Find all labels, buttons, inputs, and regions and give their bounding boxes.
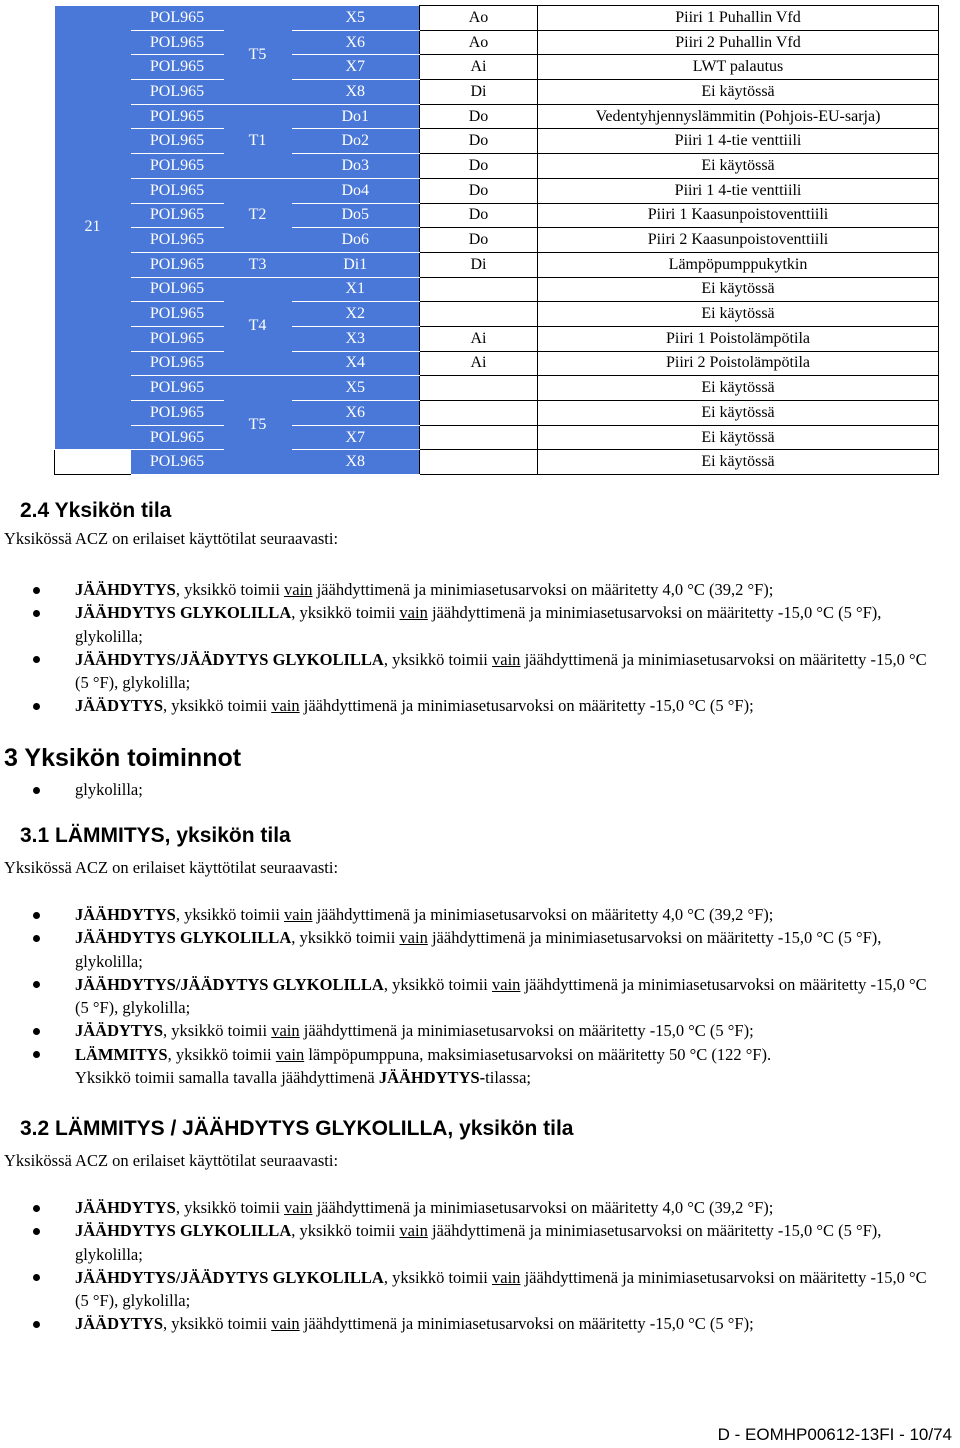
type-cell: Ao <box>420 6 538 31</box>
mode-text: jäähdyttimenä ja minimiasetusarvoksi on määritetty -15,0 °C (5 °F), glykolilla; <box>75 1221 882 1264</box>
group-number-cell <box>55 6 131 450</box>
desc-cell: Ei käytössä <box>538 80 939 105</box>
mode-term: JÄÄHDYTYS <box>75 905 176 924</box>
mode-emphasis: vain <box>492 649 521 669</box>
io-cell: X8 <box>292 450 420 475</box>
pol-cell: POL965 <box>131 302 224 327</box>
table-row <box>55 302 939 327</box>
table-row <box>55 425 939 450</box>
bullet-icon <box>33 1321 40 1328</box>
mode-term: LÄMMITYS <box>75 1044 168 1064</box>
desc-cell: Ei käytössä <box>538 277 939 302</box>
io-table <box>54 5 939 475</box>
mode-list-item <box>0 1196 940 1219</box>
mode-term: JÄÄHDYTYS- <box>378 1068 486 1088</box>
type-cell: Di <box>420 80 538 105</box>
type-cell <box>420 302 538 327</box>
type-cell: Do <box>420 104 538 129</box>
mode-text: jäähdyttimenä ja minimiasetusarvoksi on määritetty -15,0 °C (5 °F), glykolilla; <box>75 603 882 646</box>
mode-emphasis: vain <box>492 974 521 994</box>
table-row <box>55 154 939 179</box>
io-cell: Do1 <box>292 104 420 129</box>
mode-text: jäähdyttimenä ja minimiasetusarvoksi on määritetty -15,0 °C (5 °F); <box>299 1314 754 1334</box>
table-row <box>55 55 939 80</box>
bullet-icon <box>33 787 40 794</box>
table-row <box>55 80 939 105</box>
mode-list-item <box>0 1043 940 1090</box>
bullet-icon <box>33 1028 40 1035</box>
mode-term: JÄÄHDYTYS/JÄÄDYTYS GLYKOLILLA <box>75 649 384 669</box>
mode-text: , yksikkö toimii <box>383 649 493 669</box>
pol-cell: POL965 <box>131 425 224 450</box>
mode-text: glykolilla; <box>75 780 143 799</box>
type-cell <box>420 425 538 450</box>
mode-emphasis: vain <box>271 1314 300 1334</box>
mode-text: jäähdyttimenä ja minimiasetusarvoksi on määritetty -15,0 °C (5 °F), glykolilla; <box>75 649 927 693</box>
section-intro-2-4: Yksikössä ACZ on erilaiset käyttötilat seuraavasti: <box>4 529 339 548</box>
type-cell <box>420 277 538 302</box>
bullet-icon <box>33 703 40 710</box>
section-intro-3-2: Yksikössä ACZ on erilaiset käyttötilat seuraavasti: <box>4 1151 339 1170</box>
io-cell: Do5 <box>292 203 420 228</box>
bullet-icon <box>33 1051 40 1058</box>
terminal-cell: T1 <box>224 104 292 178</box>
table-row <box>55 228 939 253</box>
mode-term: JÄÄHDYTYS GLYKOLILLA <box>75 928 292 948</box>
table-row <box>55 450 939 475</box>
section-heading-3-1: 3.1 LÄMMITYS, yksikön tila <box>20 824 291 847</box>
mode-term: JÄÄHDYTYS/JÄÄDYTYS GLYKOLILLA <box>75 974 384 994</box>
mode-emphasis: vain <box>284 905 313 924</box>
mode-list-item <box>0 973 940 1020</box>
bullet-icon <box>33 610 40 617</box>
pol-cell: POL965 <box>131 178 224 203</box>
terminal-cell: T5 <box>224 6 292 105</box>
mode-text: jäähdyttimenä ja minimiasetusarvoksi on määritetty 4,0 °C (39,2 °F); <box>312 580 774 599</box>
mode-text: jäähdyttimenä ja minimiasetusarvoksi on määritetty -15,0 °C (5 °F), glykolilla; <box>75 928 882 971</box>
bullet-icon <box>33 1205 40 1212</box>
io-cell: X2 <box>292 302 420 327</box>
mode-text: , yksikkö toimii <box>383 974 493 994</box>
mode-text: jäähdyttimenä ja minimiasetusarvoksi on määritetty 4,0 °C (39,2 °F); <box>312 1198 774 1217</box>
type-cell: Ai <box>420 55 538 80</box>
table-row <box>55 351 939 376</box>
io-cell: X4 <box>292 351 420 376</box>
type-cell <box>420 401 538 426</box>
type-cell: Do <box>420 178 538 203</box>
pol-cell: POL965 <box>131 129 224 154</box>
io-cell: Do4 <box>292 178 420 203</box>
io-cell: Do2 <box>292 129 420 154</box>
type-cell: Ai <box>420 326 538 351</box>
type-cell: Ai <box>420 351 538 376</box>
mode-emphasis: vain <box>284 1198 313 1217</box>
type-cell <box>420 450 538 475</box>
mode-term: JÄÄHDYTYS GLYKOLILLA <box>75 603 292 623</box>
desc-cell: Ei käytössä <box>538 376 939 401</box>
mode-term: JÄÄHDYTYS/JÄÄDYTYS GLYKOLILLA <box>75 1267 384 1287</box>
pol-cell: POL965 <box>131 401 224 426</box>
desc-cell: Ei käytössä <box>538 154 939 179</box>
table-row <box>55 376 939 401</box>
pol-cell: POL965 <box>131 80 224 105</box>
type-cell: Do <box>420 228 538 253</box>
pol-cell: POL965 <box>131 203 224 228</box>
page-footer: D - EOMHP00612-13FI - 10/74 <box>717 1425 952 1444</box>
desc-cell: Piiri 1 Poistolämpötila <box>538 326 939 351</box>
io-cell: X5 <box>292 376 420 401</box>
pol-cell: POL965 <box>131 252 224 277</box>
table-row <box>55 129 939 154</box>
bullet-icon <box>33 912 40 919</box>
mode-list-item <box>0 903 940 926</box>
mode-term: JÄÄDYTYS <box>75 696 164 716</box>
io-cell: X7 <box>292 425 420 450</box>
table-row <box>55 6 939 31</box>
bullet-icon <box>33 981 40 988</box>
mode-text: , yksikkö toimii <box>291 603 400 623</box>
desc-cell: Piiri 1 Kaasunpoistoventtiili <box>538 203 939 228</box>
desc-cell: Lämpöpumppukytkin <box>538 252 939 277</box>
mode-emphasis: vain <box>284 580 313 599</box>
terminal-cell: T4 <box>224 277 292 376</box>
mode-emphasis: vain <box>492 1267 521 1287</box>
mode-text: jäähdyttimenä ja minimiasetusarvoksi on määritetty -15,0 °C (5 °F), glykolilla; <box>75 1267 927 1311</box>
mode-text: , yksikkö toimii <box>175 1198 285 1217</box>
mode-text: tilassa; <box>485 1068 531 1088</box>
mode-term: JÄÄDYTYS <box>75 1314 164 1334</box>
mode-list-3 <box>0 778 940 801</box>
mode-list-2-4 <box>0 578 940 718</box>
mode-text: , yksikkö toimii <box>175 905 285 924</box>
mode-list-item <box>0 1266 940 1313</box>
io-cell: X5 <box>292 6 420 31</box>
terminal-cell: T3 <box>224 252 292 277</box>
mode-list-item <box>0 778 940 801</box>
mode-text: lämpöpumppuna, maksimiasetusarvoksi on määritetty 50 °C (122 °F). <box>304 1044 772 1064</box>
io-cell: X1 <box>292 277 420 302</box>
io-cell: X6 <box>292 401 420 426</box>
mode-term: JÄÄHDYTYS GLYKOLILLA <box>75 1221 292 1241</box>
mode-text: , yksikkö toimii <box>383 1267 493 1287</box>
table-row <box>55 252 939 277</box>
mode-emphasis: vain <box>271 1021 300 1041</box>
desc-cell: Piiri 2 Kaasunpoistoventtiili <box>538 228 939 253</box>
mode-emphasis: vain <box>271 696 300 716</box>
mode-list-3-1 <box>0 903 940 1089</box>
mode-term: JÄÄHDYTYS <box>75 1198 176 1217</box>
desc-cell: Ei käytössä <box>538 302 939 327</box>
mode-emphasis: vain <box>275 1044 305 1064</box>
mode-text: , yksikkö toimii <box>167 1044 276 1064</box>
section-intro-3-1: Yksikössä ACZ on erilaiset käyttötilat seuraavasti: <box>4 858 339 877</box>
table-row <box>55 203 939 228</box>
pol-cell: POL965 <box>131 351 224 376</box>
pol-cell: POL965 <box>131 6 224 31</box>
type-cell: Di <box>420 252 538 277</box>
desc-cell: Piiri 2 Puhallin Vfd <box>538 30 939 55</box>
io-table-body <box>55 6 939 475</box>
mode-text: , yksikkö toimii <box>291 1221 400 1241</box>
io-cell: X3 <box>292 326 420 351</box>
section-heading-2-4: 2.4 Yksikön tila <box>20 499 172 522</box>
table-row <box>55 178 939 203</box>
mode-list-item <box>0 926 940 973</box>
mode-text: , yksikkö toimii <box>291 928 400 948</box>
mode-emphasis: vain <box>399 928 428 948</box>
desc-cell: LWT palautus <box>538 55 939 80</box>
bullet-icon <box>33 587 40 594</box>
group-number-cell-end <box>55 450 131 475</box>
io-cell: X6 <box>292 30 420 55</box>
terminal-cell: T5 <box>224 376 292 475</box>
type-cell: Do <box>420 129 538 154</box>
io-cell: Do3 <box>292 154 420 179</box>
pol-cell: POL965 <box>131 326 224 351</box>
desc-cell: Ei käytössä <box>538 401 939 426</box>
type-cell: Do <box>420 203 538 228</box>
section-heading-3: 3 Yksikön toiminnot <box>4 744 242 772</box>
pol-cell: POL965 <box>131 55 224 80</box>
mode-term: JÄÄDYTYS <box>75 1021 164 1041</box>
pol-cell: POL965 <box>131 450 224 475</box>
mode-text: , yksikkö toimii <box>163 1021 272 1041</box>
mode-text: , yksikkö toimii <box>163 1314 272 1334</box>
section-heading-3-2: 3.2 LÄMMITYS / JÄÄHDYTYS GLYKOLILLA, yksikön tila <box>20 1117 574 1140</box>
desc-cell: Piiri 2 Poistolämpötila <box>538 351 939 376</box>
desc-cell: Piiri 1 Puhallin Vfd <box>538 6 939 31</box>
bullet-icon <box>33 1228 40 1235</box>
type-cell <box>420 376 538 401</box>
table-row <box>55 326 939 351</box>
io-cell: Di1 <box>292 252 420 277</box>
desc-cell: Vedentyhjennyslämmitin (Pohjois-EU-sarja) <box>538 104 939 129</box>
mode-text: jäähdyttimenä ja minimiasetusarvoksi on määritetty -15,0 °C (5 °F); <box>299 696 754 716</box>
terminal-cell: T2 <box>224 178 292 252</box>
pol-cell: POL965 <box>131 376 224 401</box>
io-cell: X8 <box>292 80 420 105</box>
desc-cell: Ei käytössä <box>538 450 939 475</box>
mode-text: Yksikkö toimii samalla tavalla jäähdyttimenä <box>75 1068 379 1088</box>
desc-cell: Piiri 1 4-tie venttiili <box>538 178 939 203</box>
mode-text: jäähdyttimenä ja minimiasetusarvoksi on määritetty -15,0 °C (5 °F); <box>299 1021 754 1041</box>
table-row <box>55 30 939 55</box>
mode-text: jäähdyttimenä ja minimiasetusarvoksi on määritetty 4,0 °C (39,2 °F); <box>312 905 774 924</box>
pol-cell: POL965 <box>131 228 224 253</box>
table-row <box>55 104 939 129</box>
desc-cell: Piiri 1 4-tie venttiili <box>538 129 939 154</box>
mode-emphasis: vain <box>399 603 428 623</box>
mode-list-item <box>0 1219 940 1266</box>
type-cell: Ao <box>420 30 538 55</box>
mode-text: jäähdyttimenä ja minimiasetusarvoksi on määritetty -15,0 °C (5 °F), glykolilla; <box>75 974 927 1018</box>
io-cell: X7 <box>292 55 420 80</box>
group-number: 21 <box>84 218 101 236</box>
mode-text: , yksikkö toimii <box>163 696 272 716</box>
bullet-icon <box>33 656 40 663</box>
mode-list-item <box>0 694 940 717</box>
pol-cell: POL965 <box>131 277 224 302</box>
pol-cell: POL965 <box>131 104 224 129</box>
desc-cell: Ei käytössä <box>538 425 939 450</box>
mode-list-item <box>0 1019 940 1042</box>
mode-list-item <box>0 578 940 601</box>
mode-text: , yksikkö toimii <box>175 580 285 599</box>
table-row <box>55 277 939 302</box>
mode-list-3-2 <box>0 1196 940 1336</box>
pol-cell: POL965 <box>131 154 224 179</box>
mode-emphasis: vain <box>399 1221 428 1241</box>
pol-cell: POL965 <box>131 30 224 55</box>
bullet-icon <box>33 1274 40 1281</box>
mode-list-item <box>0 601 940 648</box>
mode-term: JÄÄHDYTYS <box>75 580 176 599</box>
mode-list-item <box>0 1312 940 1335</box>
io-cell: Do6 <box>292 228 420 253</box>
bullet-icon <box>33 935 40 942</box>
table-row <box>55 401 939 426</box>
mode-list-item <box>0 648 940 695</box>
type-cell: Do <box>420 154 538 179</box>
